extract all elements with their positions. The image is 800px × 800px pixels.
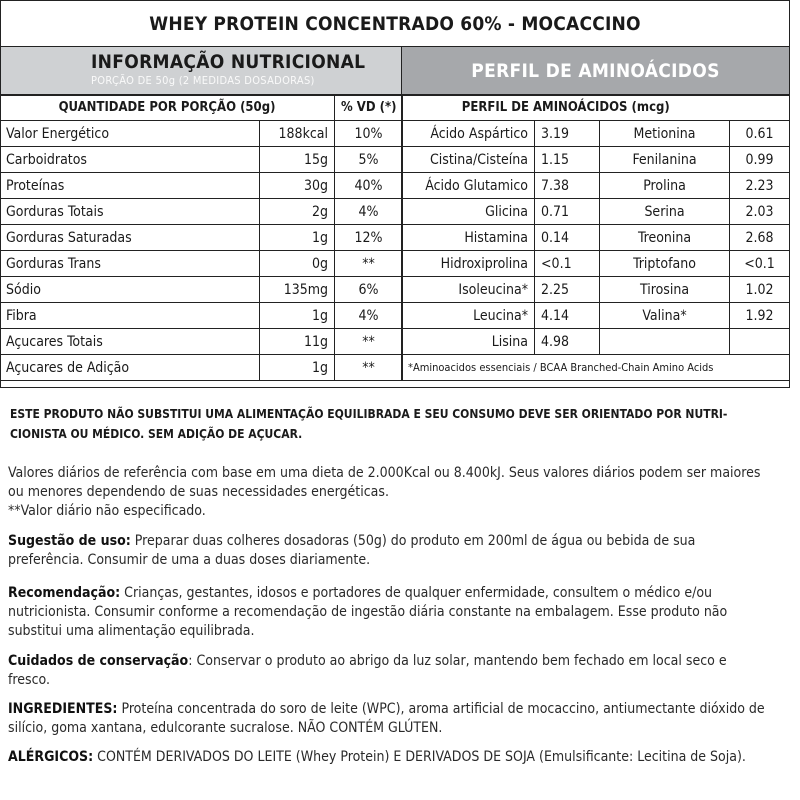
section-label: Cuidados de conservação <box>8 653 189 669</box>
amino-row <box>402 251 790 277</box>
amino-name: Metionina <box>600 121 730 147</box>
nutrient-name: Gorduras Trans <box>0 251 260 277</box>
amino-row <box>402 225 790 251</box>
amino-name: Tirosina <box>600 277 730 303</box>
nutrition-row <box>0 121 403 147</box>
nutrient-vd: 40% <box>335 173 403 199</box>
amino-row <box>402 329 790 355</box>
nutrient-quantity: 30g <box>260 173 335 199</box>
amino-name: Leucina* <box>402 303 535 329</box>
nutrient-name: Fibra <box>0 303 260 329</box>
nutrient-vd: 4% <box>335 303 403 329</box>
section-recommendation <box>8 584 768 641</box>
nutrition-row <box>0 251 403 277</box>
amino-name: Histamina <box>402 225 535 251</box>
nutrition-table <box>0 94 403 381</box>
amino-row <box>402 199 790 225</box>
amino-value <box>730 329 790 355</box>
amino-value: 0.99 <box>730 147 790 173</box>
nutrient-vd: 12% <box>335 225 403 251</box>
amino-row <box>402 303 790 329</box>
amino-name: Triptofano <box>600 251 730 277</box>
section-text: : Conservar o produto ao abrigo da luz solar, mantendo bem fechado em local seco e fresco. <box>8 653 727 688</box>
amino-name: Valina* <box>600 303 730 329</box>
nutrient-quantity: 1g <box>260 225 335 251</box>
nutrient-quantity: 1g <box>260 303 335 329</box>
section-usage <box>8 532 768 570</box>
amino-value: <0.1 <box>730 251 790 277</box>
nutrient-name: Proteínas <box>0 173 260 199</box>
nutrient-name: Carboidratos <box>0 147 260 173</box>
amino-name: Isoleucina* <box>402 277 535 303</box>
vd-column-header: % VD (*) <box>335 95 403 121</box>
nutrient-name: Açucares de Adição <box>0 355 260 381</box>
section-allergens <box>8 748 768 767</box>
nutrition-row <box>0 277 403 303</box>
amino-value: 7.38 <box>535 173 600 199</box>
nutrient-name: Sódio <box>0 277 260 303</box>
amino-name: Ácido Aspártico <box>402 121 535 147</box>
amino-name: Ácido Glutamico <box>402 173 535 199</box>
amino-value: 4.98 <box>535 329 600 355</box>
nutrient-quantity: 188kcal <box>260 121 335 147</box>
amino-value: 1.15 <box>535 147 600 173</box>
amino-value: 3.19 <box>535 121 600 147</box>
amino-value: 2.23 <box>730 173 790 199</box>
amino-header-row <box>402 95 790 121</box>
nutrient-vd: ** <box>335 329 403 355</box>
amino-value: 1.02 <box>730 277 790 303</box>
amino-row <box>402 121 790 147</box>
amino-row <box>402 173 790 199</box>
qty-column-header: QUANTIDADE POR PORÇÃO (50g) <box>0 95 335 121</box>
daily-values-text: Valores diários de referência com base em uma dieta de 2.000Kcal ou 8.400kJ. Seus valores diários podem ser maiores ou menores dependendo de suas necessidades energéticas. <box>8 465 761 500</box>
amino-value: 2.68 <box>730 225 790 251</box>
section-text: Preparar duas colheres dosadoras (50g) do produto em 200ml de água ou bebida de sua preferência. Consumir de uma a duas doses diariamente. <box>8 533 696 568</box>
nutrient-vd: 6% <box>335 277 403 303</box>
nutrient-vd: ** <box>335 355 403 381</box>
nutrient-quantity: 0g <box>260 251 335 277</box>
amino-name: Prolina <box>600 173 730 199</box>
section-text: Crianças, gestantes, idosos e portadores de qualquer enfermidade, consultem o médico e/ou nutricionista. Consumir conforme a recomendação de ingestão diária constante na embalagem. Esse produto não substitui uma alimentação equilibrada. <box>8 585 728 639</box>
amino-header: PERFIL DE AMINOÁCIDOS <box>402 47 789 96</box>
amino-header-blank <box>730 95 790 121</box>
nutrient-name: Gorduras Saturadas <box>0 225 260 251</box>
amino-name: Treonina <box>600 225 730 251</box>
section-label: Sugestão de uso: <box>8 533 131 549</box>
nutrition-row <box>0 329 403 355</box>
amino-name: Hidroxiprolina <box>402 251 535 277</box>
amino-name <box>600 329 730 355</box>
amino-name: Glicina <box>402 199 535 225</box>
section-label: ALÉRGICOS: <box>8 749 94 765</box>
daily-values-block <box>8 464 768 521</box>
amino-value: 0.61 <box>730 121 790 147</box>
amino-value: 2.03 <box>730 199 790 225</box>
nutrient-quantity: 2g <box>260 199 335 225</box>
nutrition-header <box>1 47 402 96</box>
section-ingredients <box>8 700 768 738</box>
amino-subheading: PERFIL DE AMINOÁCIDOS (mcg) <box>402 95 730 121</box>
nutrient-vd: 10% <box>335 121 403 147</box>
section-text: Proteína concentrada do soro de leite (WPC), aroma artificial de mocaccino, antiumectante dióxido de silício, goma xantana, edulcorante sucralose. NÃO CONTÉM GLÚTEN. <box>8 701 765 736</box>
not-specified-text: **Valor diário não especificado. <box>8 503 206 519</box>
amino-value: 1.92 <box>730 303 790 329</box>
nutrient-vd: 5% <box>335 147 403 173</box>
amino-row <box>402 147 790 173</box>
nutrient-quantity: 1g <box>260 355 335 381</box>
nutrition-row <box>0 355 403 381</box>
section-label: Recomendação: <box>8 585 121 601</box>
nutrition-heading: INFORMAÇÃO NUTRICIONAL <box>91 51 366 73</box>
nutrient-vd: 4% <box>335 199 403 225</box>
section-conservation <box>8 652 768 690</box>
nutrition-row <box>0 225 403 251</box>
amino-value: 4.14 <box>535 303 600 329</box>
nutrition-header-row <box>0 95 403 121</box>
nutrition-row <box>0 303 403 329</box>
amino-value: 0.71 <box>535 199 600 225</box>
amino-footnote-row <box>402 355 790 381</box>
amino-table <box>401 94 790 381</box>
nutrient-quantity: 15g <box>260 147 335 173</box>
portion-text: PORÇÃO DE 50g (2 MEDIDAS DOSADORAS) <box>91 74 315 87</box>
nutrient-quantity: 11g <box>260 329 335 355</box>
amino-name: Fenilanina <box>600 147 730 173</box>
amino-row <box>402 277 790 303</box>
product-title: WHEY PROTEIN CONCENTRADO 60% - MOCACCINO <box>1 1 789 47</box>
nutrient-vd: ** <box>335 251 403 277</box>
notice-text: ESTE PRODUTO NÃO SUBSTITUI UMA ALIMENTAÇÃO EQUILIBRADA E SEU CONSUMO DEVE SER ORIENTADO POR NUTRI-CIONISTA OU MÉDICO. SEM ADIÇÃO DE AÇUCAR. <box>10 407 728 441</box>
nutrient-name: Açucares Totais <box>0 329 260 355</box>
nutrition-row <box>0 173 403 199</box>
nutrient-name: Gorduras Totais <box>0 199 260 225</box>
section-label: INGREDIENTES: <box>8 701 118 717</box>
amino-value: 2.25 <box>535 277 600 303</box>
amino-value: 0.14 <box>535 225 600 251</box>
amino-value: <0.1 <box>535 251 600 277</box>
nutrient-name: Valor Energético <box>0 121 260 147</box>
amino-name: Serina <box>600 199 730 225</box>
amino-name: Lisina <box>402 329 535 355</box>
nutrition-row <box>0 199 403 225</box>
nutrient-quantity: 135mg <box>260 277 335 303</box>
amino-name: Cistina/Cisteína <box>402 147 535 173</box>
nutrition-row <box>0 147 403 173</box>
amino-footnote: *Aminoacidos essenciais / BCAA Branched-Chain Amino Acids <box>402 355 790 381</box>
section-text: CONTÉM DERIVADOS DO LEITE (Whey Protein) E DERIVADOS DE SOJA (Emulsificante: Lecitina de Soja). <box>93 749 746 765</box>
